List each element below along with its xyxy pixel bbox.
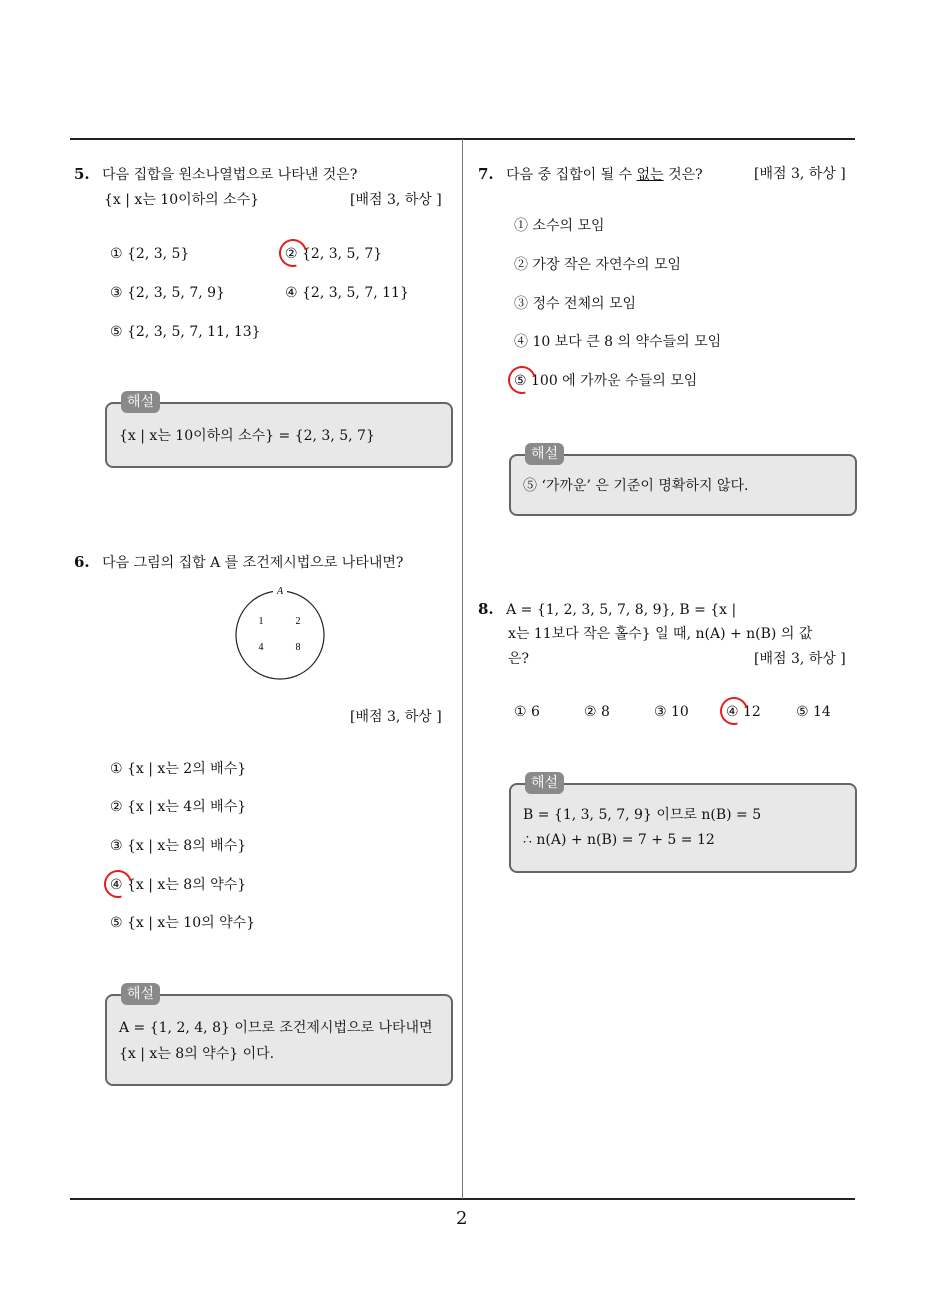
question-text: 다음 집합을 원소나열법으로 나타낸 것은? (102, 167, 358, 183)
option-5[interactable]: ⑤ {2, 3, 5, 7, 11, 13} (110, 324, 261, 340)
answer-mark: ④ (110, 875, 123, 895)
score-label: [배점 3, 하상 ] (754, 166, 846, 182)
option-2[interactable]: ② 가장 작은 자연수의 모임 (514, 257, 682, 273)
option-2-selected[interactable]: ② {2, 3, 5, 7} (285, 244, 382, 264)
option-2[interactable]: ② 8 (584, 704, 610, 720)
option-4[interactable]: ④ 10 보다 큰 8 의 약수들의 모임 (514, 334, 722, 350)
score-label: [배점 3, 하상 ] (350, 709, 442, 725)
venn-element: 2 (295, 616, 301, 627)
solution-box (509, 446, 857, 516)
solution-text: {x | x는 10이하의 소수} = {2, 3, 5, 7} (119, 428, 375, 444)
venn-element: 8 (295, 642, 301, 653)
question-number: 8. (478, 600, 494, 618)
venn-element: 4 (258, 642, 264, 653)
red-circle-icon (99, 865, 137, 903)
solution-text-line-1: B = {1, 3, 5, 7, 9} 이므로 n(B) = 5 (523, 807, 762, 823)
question-number: 7. (478, 165, 494, 183)
solution-label: 해설 (121, 983, 160, 1005)
solution-text-line-2: ∴ n(A) + n(B) = 7 + 5 = 12 (523, 832, 715, 848)
column-divider (462, 139, 463, 1199)
solution-box (509, 775, 857, 873)
solution-label: 해설 (525, 443, 564, 465)
solution-box (105, 394, 453, 468)
score-label: [배점 3, 하상 ] (754, 651, 846, 667)
question-number: 5. (74, 165, 90, 183)
question-set: {x | x는 10이하의 소수} (104, 192, 260, 208)
red-circle-icon (274, 234, 312, 272)
option-1[interactable]: ① 6 (514, 704, 540, 720)
solution-text-line-1: A = {1, 2, 4, 8} 이므로 조건제시법으로 나타내면 (119, 1020, 433, 1036)
option-3[interactable]: ③ {x | x는 8의 배수} (110, 838, 247, 854)
question-text: 다음 그림의 집합 A 를 조건제시법으로 나타내면? (102, 555, 404, 571)
option-5[interactable]: ⑤ {x | x는 10의 약수} (110, 915, 256, 931)
option-3[interactable]: ③ 정수 전체의 모임 (514, 296, 637, 312)
option-2[interactable]: ② {x | x는 4의 배수} (110, 799, 247, 815)
red-circle-icon (715, 692, 753, 730)
venn-label: A (276, 586, 284, 597)
option-4[interactable]: ④ {2, 3, 5, 7, 11} (285, 285, 409, 301)
question-text-line-1: A = {1, 2, 3, 5, 7, 8, 9}, B = {x | (506, 602, 737, 618)
option-4-selected[interactable]: ④ {x | x는 8의 약수} (110, 875, 246, 895)
answer-mark: ⑤ (514, 371, 527, 391)
solution-text: ⑤ ‘가까운’ 은 기준이 명확하지 않다. (523, 478, 749, 494)
solution-box (105, 986, 453, 1086)
question-text-line-3: 은? (508, 651, 530, 667)
answer-mark: ② (285, 244, 298, 264)
option-3[interactable]: ③ 10 (654, 704, 689, 720)
option-3[interactable]: ③ {2, 3, 5, 7, 9} (110, 285, 225, 301)
question-text-line-2: x는 11보다 작은 홀수} 일 때, n(A) + n(B) 의 값 (508, 626, 813, 642)
option-1[interactable]: ① {2, 3, 5} (110, 246, 190, 262)
solution-label: 해설 (121, 391, 160, 413)
question-text: 다음 중 집합이 될 수 없는 것은? (506, 167, 703, 183)
option-5[interactable]: ⑤ 14 (796, 704, 831, 720)
score-label: [배점 3, 하상 ] (350, 192, 442, 208)
option-4-selected[interactable]: ④ 12 (726, 702, 761, 722)
venn-diagram (230, 584, 330, 684)
solution-label: 해설 (525, 772, 564, 794)
red-circle-icon (503, 361, 541, 399)
page-number: 2 (456, 1208, 468, 1229)
solution-text-line-2: {x | x는 8의 약수} 이다. (119, 1046, 275, 1062)
option-1[interactable]: ① 소수의 모임 (514, 218, 605, 234)
answer-mark: ④ (726, 702, 739, 722)
venn-element: 1 (258, 616, 264, 627)
question-number: 6. (74, 553, 90, 571)
option-5-selected[interactable]: ⑤ 100 에 가까운 수들의 모임 (514, 371, 697, 391)
option-1[interactable]: ① {x | x는 2의 배수} (110, 761, 247, 777)
